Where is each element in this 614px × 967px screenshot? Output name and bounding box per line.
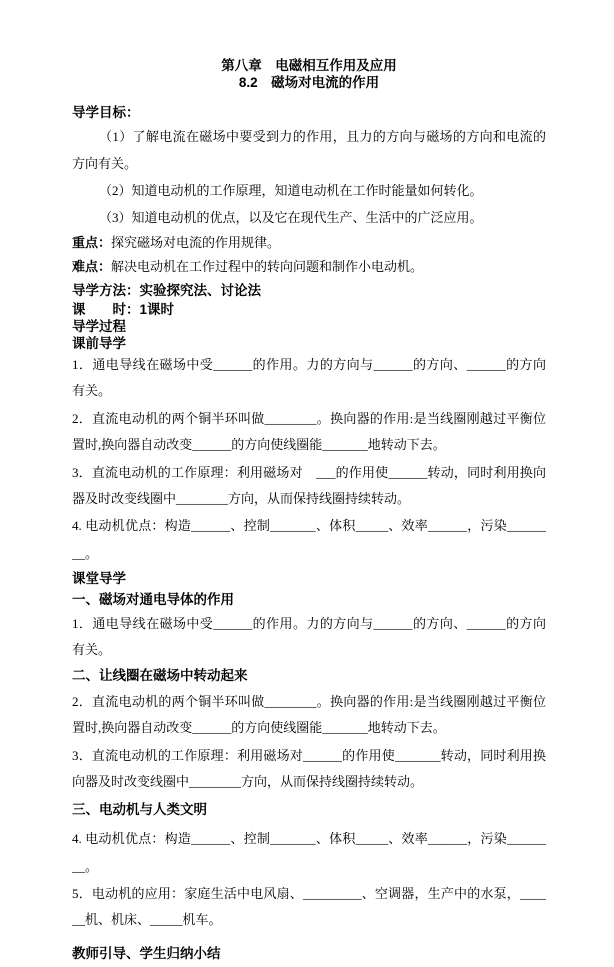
- chapter-title: 第八章 电磁相互作用及应用: [221, 58, 397, 73]
- in-class-item-3: 3．直流电动机的工作原理：利用磁场对______的作用使_______转动，同时利用换向器及时改变线圈中________方向，从而保持线圈持续转动。: [72, 748, 546, 789]
- pre-class-item-1: 1．通电导线在磁场中受______的作用。力的方向与______的方向、______的方向有关。: [72, 357, 546, 398]
- summary-heading: 教师引导、学生归纳小结: [72, 946, 221, 961]
- pre-class-item-4: 4. 电动机优点：构造______、控制_______、体积_____、效率______，污染________。: [72, 518, 546, 561]
- in-class-section3-heading: 三、电动机与人类文明: [72, 802, 207, 817]
- objective-item-1: （1）了解电流在磁场中要受到力的作用，且力的方向与磁场的方向和电流的方向有关。: [72, 129, 546, 171]
- in-class-heading: 课堂导学: [72, 571, 126, 586]
- key-point-text: 探究磁场对电流的作用规律。: [111, 235, 281, 250]
- difficult-point-line: [72, 255, 546, 279]
- key-point-line: [72, 231, 546, 255]
- objectives-heading: 导学目标：: [72, 105, 140, 120]
- pre-class-heading: 课前导学: [72, 336, 126, 351]
- in-class-item-1: 1．通电导线在磁场中受______的作用。力的方向与______的方向、______的方向有关。: [72, 616, 546, 657]
- objective-item-2: （2）知道电动机的工作原理，知道电动机在工作时能量如何转化。: [99, 183, 483, 198]
- process-heading: 导学过程: [72, 319, 126, 334]
- in-class-item-4: 4. 电动机优点：构造______、控制_______、体积_____、效率______，污染________。: [72, 831, 546, 874]
- in-class-section1-heading: 一、磁场对通电导体的作用: [72, 592, 234, 607]
- in-class-section2-heading: 二、让线圈在磁场中转动起来: [72, 668, 248, 683]
- key-point-label: 重点：: [72, 235, 112, 250]
- method-line: 导学方法：实验探究法、讨论法: [72, 283, 261, 298]
- section-title: 8.2 磁场对电流的作用: [238, 75, 380, 90]
- difficult-point-label: 难点：: [72, 259, 112, 274]
- pre-class-item-3: 3．直流电动机的工作原理：利用磁场对 ___的作用使______转动，同时利用换向器及时改变线圈中________方向，从而保持线圈持续转动。: [72, 465, 546, 506]
- difficult-point-text: 解决电动机在工作过程中的转向问题和制作小电动机。: [111, 259, 424, 274]
- in-class-item-2: 2．直流电动机的两个铜半环叫做________。换向器的作用:是当线圈刚越过平衡位置时,换向器自动改变______的方向使线圈能_______地转动下去。: [72, 694, 546, 735]
- in-class-item-5: 5．电动机的应用：家庭生活中电风扇、_________、空调器，生产中的水泵，______机、机床、_____机车。: [72, 886, 546, 927]
- pre-class-item-2: 2．直流电动机的两个铜半环叫做________。换向器的作用:是当线圈刚越过平衡位置时,换向器自动改变______的方向使线圈能_______地转动下去。: [72, 411, 546, 452]
- objective-item-3: （3）知道电动机的优点，以及它在现代生产、生活中的广泛应用。: [99, 210, 483, 225]
- class-hours-line: 课 时：1课时: [72, 302, 175, 317]
